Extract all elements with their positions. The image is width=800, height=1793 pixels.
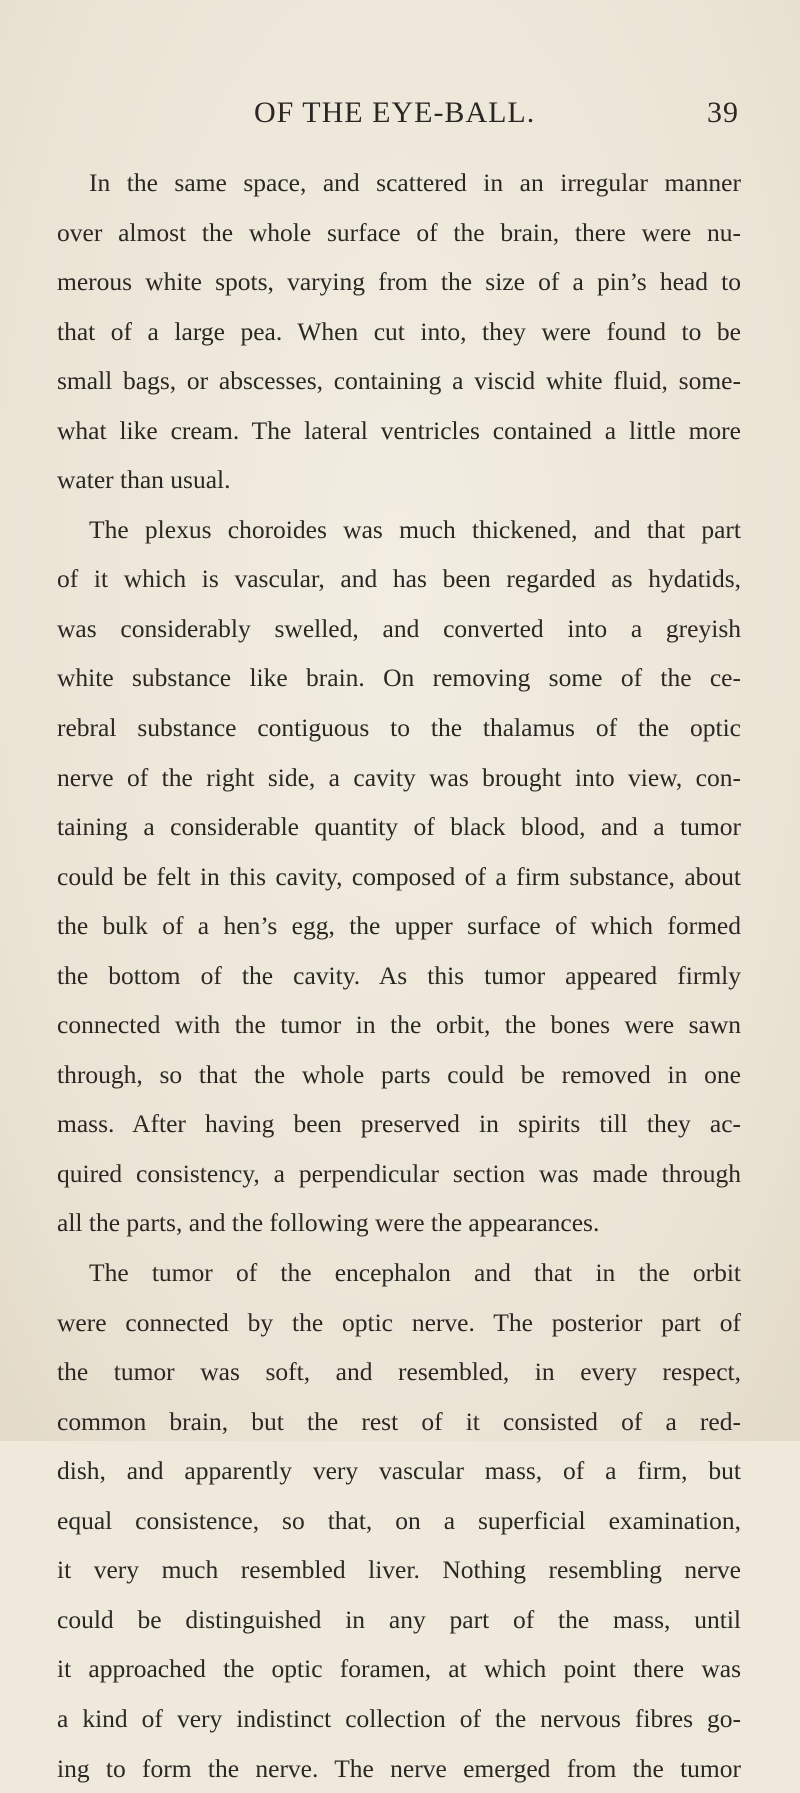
text-line: equal consistence, so that, on a superficial examination, <box>57 1496 741 1546</box>
text-line: quired consistency, a perpendicular section was made through <box>57 1149 741 1199</box>
text-line: that of a large pea. When cut into, they were found to be <box>57 307 741 357</box>
text-line: all the parts, and the following were the appearances. <box>57 1198 741 1248</box>
text-line: could be distinguished in any part of the mass, until <box>57 1595 741 1645</box>
page-number: 39 <box>707 96 739 130</box>
text-line: could be felt in this cavity, composed of a firm substance, about <box>57 852 741 902</box>
running-header <box>254 96 739 136</box>
text-line: it approached the optic foramen, at which point there was <box>57 1644 741 1694</box>
text-line: the bottom of the cavity. As this tumor appeared firmly <box>57 951 741 1001</box>
text-line: water than usual. <box>57 455 741 505</box>
text-line: In the same space, and scattered in an irregular manner <box>57 158 741 208</box>
text-line: common brain, but the rest of it consisted of a red- <box>57 1397 741 1447</box>
text-line: was considerably swelled, and converted into a greyish <box>57 604 741 654</box>
text-line: The plexus choroides was much thickened, and that part <box>57 505 741 555</box>
text-line: connected with the tumor in the orbit, the bones were sawn <box>57 1000 741 1050</box>
text-line: of it which is vascular, and has been regarded as hydatids, <box>57 554 741 604</box>
text-line: The tumor of the encephalon and that in the orbit <box>57 1248 741 1298</box>
text-line: ing to form the nerve. The nerve emerged from the tumor <box>57 1744 741 1793</box>
text-line: dish, and apparently very vascular mass, of a firm, but <box>57 1446 741 1496</box>
text-line: merous white spots, varying from the size of a pin’s head to <box>57 257 741 307</box>
body-text <box>57 158 741 1793</box>
text-line: it very much resembled liver. Nothing resembling nerve <box>57 1545 741 1595</box>
text-line: were connected by the optic nerve. The posterior part of <box>57 1298 741 1348</box>
text-line: a kind of very indistinct collection of the nervous fibres go- <box>57 1694 741 1744</box>
text-line: mass. After having been preserved in spirits till they ac- <box>57 1099 741 1149</box>
text-line: taining a considerable quantity of black blood, and a tumor <box>57 802 741 852</box>
text-line: what like cream. The lateral ventricles contained a little more <box>57 406 741 456</box>
text-line: rebral substance contiguous to the thalamus of the optic <box>57 703 741 753</box>
text-line: through, so that the whole parts could be removed in one <box>57 1050 741 1100</box>
text-line: the tumor was soft, and resembled, in every respect, <box>57 1347 741 1397</box>
text-line: the bulk of a hen’s egg, the upper surface of which formed <box>57 901 741 951</box>
text-line: over almost the whole surface of the brain, there were nu- <box>57 208 741 258</box>
text-line: small bags, or abscesses, containing a viscid white fluid, some- <box>57 356 741 406</box>
running-title: OF THE EYE-BALL. <box>254 96 535 130</box>
text-line: white substance like brain. On removing some of the ce- <box>57 653 741 703</box>
text-line: nerve of the right side, a cavity was brought into view, con- <box>57 753 741 803</box>
